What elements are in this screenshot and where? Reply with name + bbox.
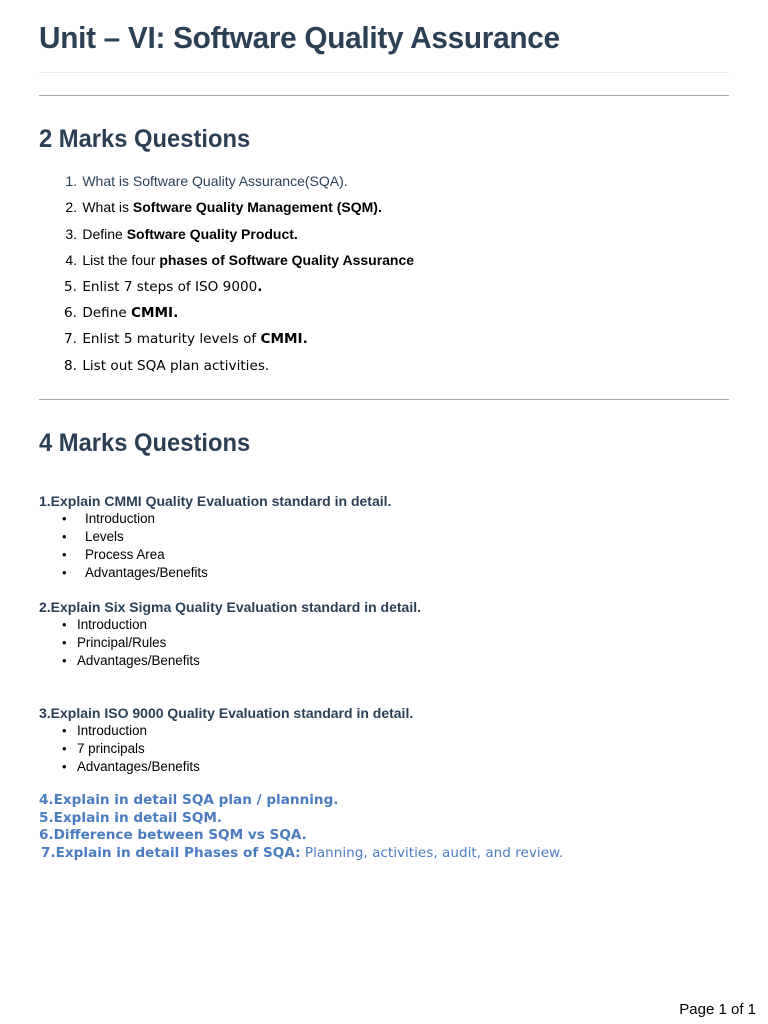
question-item: 7.Explain in detail Phases of SQA: Planning, activities, audit, and review. — [41, 844, 564, 861]
section-heading-4-marks: 4 Marks Questions — [39, 429, 251, 457]
question-title: 3.Explain ISO 9000 Quality Evaluation standard in detail. — [39, 705, 414, 721]
bullet-item: • Introduction — [39, 722, 413, 740]
question-item: 1. What is Software Quality Assurance(SQA). — [65, 173, 348, 189]
two-marks-question-list — [39, 170, 414, 381]
title-underline — [39, 72, 729, 73]
question-block-iso-9000 — [39, 704, 413, 776]
bullet-list — [39, 616, 421, 670]
question-item: 5. Enlist 7 steps of ISO 9000. — [64, 278, 263, 295]
question-item: 6. Define CMMI. — [64, 304, 179, 321]
question-item: 3. Define Software Quality Product. — [65, 225, 298, 242]
section-heading-2-marks: 2 Marks Questions — [39, 125, 251, 153]
bullet-item: • Introduction — [39, 616, 421, 634]
question-title: 2.Explain Six Sigma Quality Evaluation standard in detail. — [39, 599, 421, 615]
bullet-item: • Levels — [39, 528, 391, 546]
question-item: 5.Explain in detail SQM. — [39, 809, 223, 826]
question-item: 6.Difference between SQM vs SQA. — [39, 827, 307, 844]
bullet-list — [39, 510, 391, 582]
bullet-item: • Introduction — [39, 510, 391, 528]
question-title: 1.Explain CMMI Quality Evaluation standard in detail. — [39, 493, 392, 509]
question-item: 4. List the four phases of Software Quality Assurance — [65, 252, 415, 269]
page-number: Page 1 of 1 — [679, 1001, 756, 1018]
bullet-item: • Advantages/Benefits — [39, 652, 421, 670]
question-block-six-sigma — [39, 598, 421, 670]
page-title: Unit – VI: Software Quality Assurance — [39, 20, 560, 55]
bullet-item: • Process Area — [39, 546, 391, 564]
question-item: 2. What is Software Quality Management (SQM). — [65, 199, 382, 216]
divider-top — [39, 95, 729, 96]
question-item: 7. Enlist 5 maturity levels of CMMI. — [64, 331, 308, 348]
bullet-item: • 7 principals — [39, 740, 413, 758]
bullet-list — [39, 722, 413, 776]
question-item: 4.Explain in detail SQA plan / planning. — [39, 792, 339, 808]
question-item: 8. List out SQA plan activities. — [64, 357, 270, 374]
question-block-cmmi — [39, 492, 391, 582]
bullet-item: • Advantages/Benefits — [39, 758, 413, 776]
divider-middle — [39, 399, 729, 400]
bullet-item: • Principal/Rules — [39, 634, 421, 652]
more-questions-list — [39, 791, 563, 861]
bullet-item: • Advantages/Benefits — [39, 564, 391, 582]
